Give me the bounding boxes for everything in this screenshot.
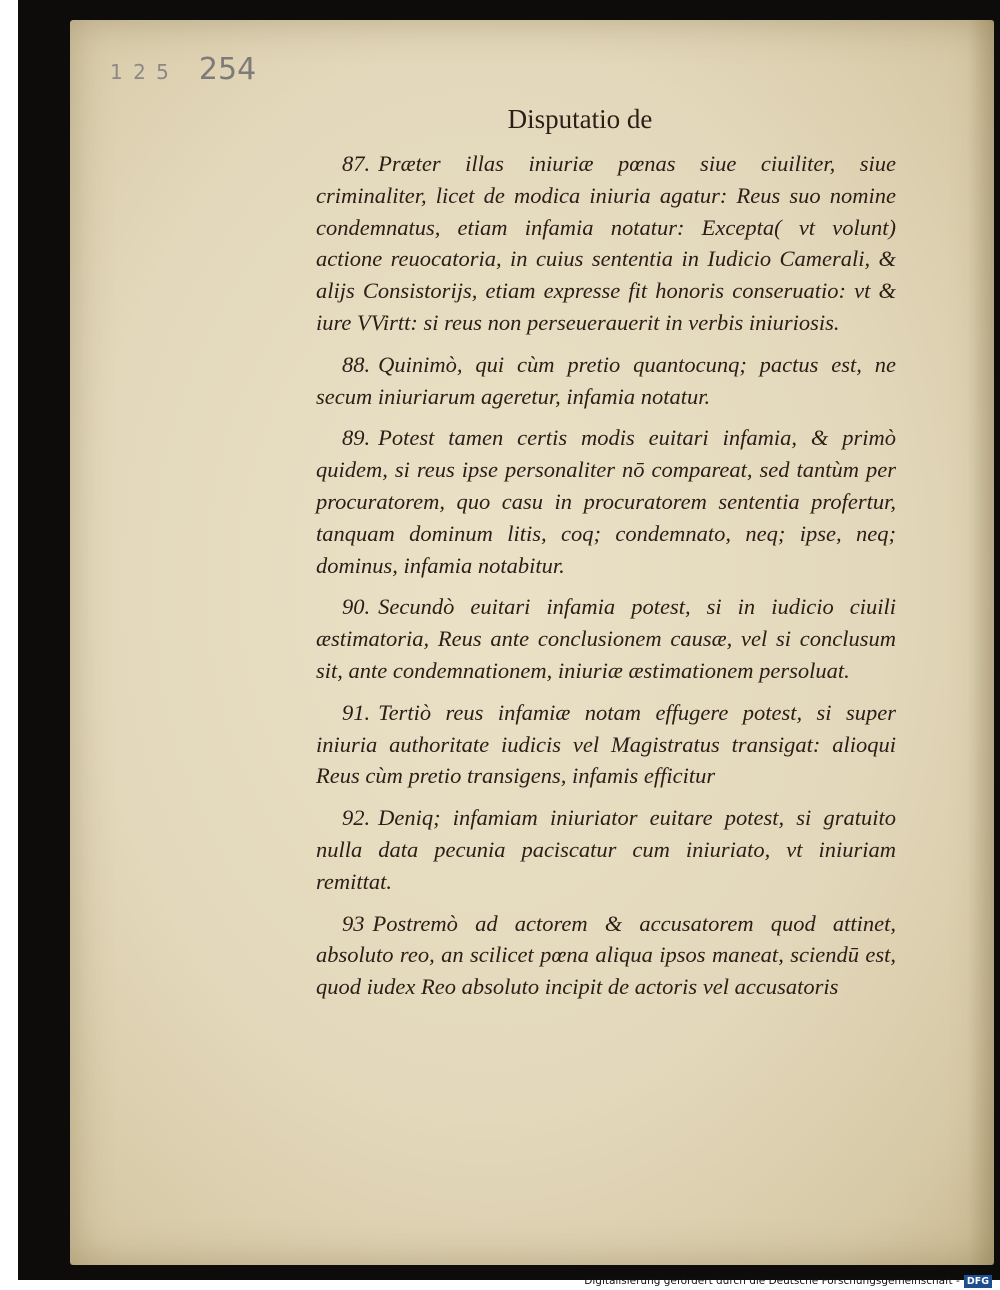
paragraph-number: 88. [342,351,371,377]
paragraph-text: Deniq; infamiam iniuriator euitare potest, si gratuito nulla data pecunia paciscatur cum iniuriato, vt iniuriam remittat. [316,805,896,894]
handwritten-note-right: 254 [198,52,257,87]
footer-credit-text: Digitalisierung gefördert durch die Deutsche Forschungsgemeinschaft - [584,1275,960,1287]
paragraph-text: Secundò euitari infamia potest, si in iudicio ciuili æstimatoria, Reus ante conclusionem causæ, vel si conclusum sit, ante condemnationem, iniuriæ æstimationem persoluat. [316,594,896,683]
paragraph-text: Quinimò, qui cùm pretio quantocunq; pactus est, ne secum iniuriarum ageretur, infamia notatur. [316,351,896,409]
paragraph-90 [316,591,896,686]
paragraph-text: Præter illas iniuriæ pœnas siue ciuiliter, siue criminaliter, licet de modica iniuria agatur: Reus suo nomine condemnatus, etiam infamia notatur: Excepta( vt volunt) actione reuocatoria, in cuius sententia in Iudicio Camerali, & alijs Consistorijs, etiam expresse fit honoris conseruatio: vt & iure VVirtt: si reus non perseuerauerit in verbis iniuriosis. [316,151,896,335]
paragraph-93 [316,908,896,1003]
paragraph-number: 90. [342,594,371,620]
paragraph-87 [316,148,896,339]
paragraph-92 [316,802,896,897]
paragraph-91 [316,697,896,792]
body-text [316,148,896,1013]
paragraph-number: 89. [342,425,371,451]
paragraph-number: 91. [342,699,371,725]
paragraph-text: Postremò ad actorem & accusatorem quod attinet, absoluto reo, an scilicet pœna aliqua ipsos maneat, sciendū est, quod iudex Reo absoluto incipit de actoris vel accusatoris [316,910,896,1000]
gutter-shadow [968,20,994,1265]
paragraph-number: 93 [342,910,365,936]
running-head: Disputatio de [507,104,653,134]
digitization-footer [0,1272,1000,1290]
paragraph-text: Potest tamen certis modis euitari infamia, & primò quidem, si reus ipse personaliter nō compareat, sed tantùm per procuratorem, quo casu in procuratorem sententia profertur, tanquam dominum litis, coq; condemnato, neq; ipse, neq; dominus, infamia notabitur. [316,425,896,578]
paragraph-number: 92. [342,805,371,831]
handwritten-page-notes [110,52,256,87]
paragraph-88 [316,349,896,413]
paragraph-text: Tertiò reus infamiæ notam effugere potest, si super iniuria authoritate iudicis vel Magistratus transigat: alioqui Reus cùm pretio transigens, infamis efficitur [316,699,896,789]
dfg-logo-icon: DFG [964,1275,992,1288]
paragraph-number: 87. [342,151,371,176]
paragraph-89 [316,422,896,581]
handwritten-note-left: 1 2 5 [110,60,171,84]
